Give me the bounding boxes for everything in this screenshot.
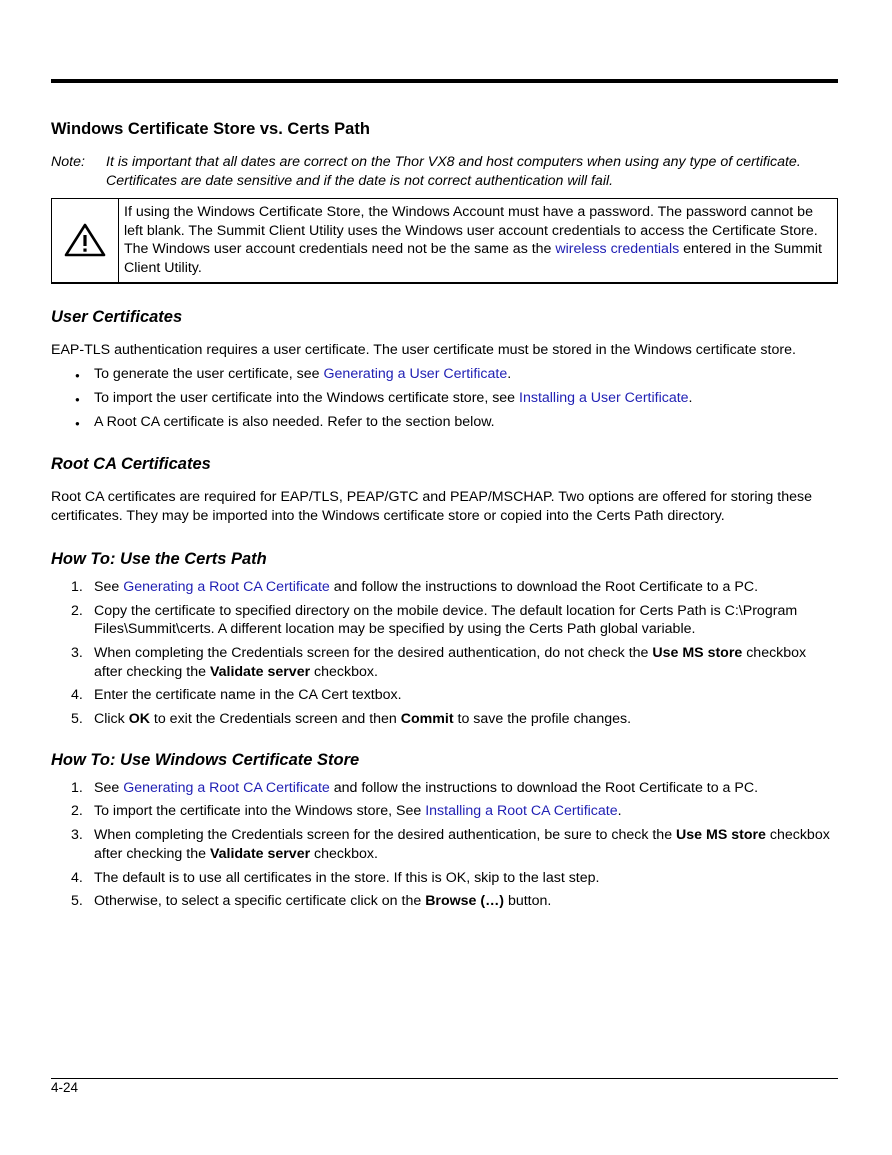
- installing-user-certificate-link[interactable]: Installing a User Certificate: [519, 389, 689, 406]
- step-item: [51, 602, 838, 639]
- step-number: 3.: [71, 644, 83, 661]
- ui-term: Validate server: [209, 845, 311, 862]
- user-certificates-heading: User Certificates: [51, 307, 183, 326]
- page-content: [51, 118, 838, 911]
- step-text: [94, 826, 838, 863]
- step-text-part: See: [94, 779, 124, 796]
- step-item: [51, 686, 838, 705]
- note-text: It is important that all dates are correct on the Thor VX8 and host computers when using any type of certificate. Certificates are date sensitive and if the date is not correct authentication will fail.: [106, 154, 801, 189]
- step-text-part: When completing the Credentials screen for the desired authentication, do not check the: [94, 644, 653, 661]
- step-text-part: Enter the certificate name in the CA Cert textbox.: [94, 687, 402, 704]
- step-text-part: checkbox.: [310, 663, 378, 680]
- step-text-part: button.: [504, 893, 552, 910]
- step-item: [51, 869, 838, 888]
- footer-rule: [51, 1078, 838, 1079]
- step-number: 5.: [71, 711, 83, 728]
- step-text-part: and follow the instructions to download the Root Certificate to a PC.: [329, 779, 759, 796]
- step-number: 1.: [71, 779, 83, 796]
- user-certificates-list: [51, 365, 838, 432]
- ui-term: Commit: [400, 711, 454, 728]
- root-ca-heading: Root CA Certificates: [51, 454, 211, 473]
- step-text: [94, 602, 838, 639]
- step-text-part: Copy the certificate to specified directory on the mobile device. The default location for Certs Path is C:\Program Files\Summit\certs. A different location may be specified by using the Certs Path global variable.: [94, 602, 798, 638]
- step-link[interactable]: Generating a Root CA Certificate: [123, 578, 330, 595]
- step-item: [51, 802, 838, 821]
- step-item: [51, 892, 838, 911]
- step-text-part: .: [617, 803, 622, 820]
- generating-user-certificate-link[interactable]: Generating a User Certificate: [323, 365, 508, 382]
- step-text: [94, 892, 838, 911]
- step-text-part: and follow the instructions to download the Root Certificate to a PC.: [329, 578, 759, 595]
- step-text-part: See: [94, 578, 124, 595]
- howto-windows-store-steps: [51, 779, 838, 911]
- howto-windows-store-heading: How To: Use Windows Certificate Store: [51, 750, 360, 769]
- section-title: Windows Certificate Store vs. Certs Path: [51, 120, 370, 138]
- wireless-credentials-link[interactable]: wireless credentials: [555, 241, 680, 258]
- step-text-part: to exit the Credentials screen and then: [149, 711, 401, 728]
- list-item: [51, 389, 838, 408]
- step-number: 3.: [71, 827, 83, 844]
- step-text-part: Otherwise, to select a specific certificate click on the: [94, 893, 426, 910]
- howto-certs-path-steps: [51, 578, 838, 729]
- ui-term: Validate server: [209, 663, 311, 680]
- step-text: [94, 644, 838, 681]
- list-item: [51, 365, 838, 384]
- step-number: 1.: [71, 578, 83, 595]
- root-ca-intro: Root CA certificates are required for EAP/TLS, PEAP/GTC and PEAP/MSCHAP. Two options are offered for storing these certificates. They may be imported into the Windows certificate store or copied into the Certs Path directory.: [51, 488, 812, 524]
- step-number: 4.: [71, 687, 83, 704]
- list-item-text: .: [507, 365, 512, 382]
- caution-box: [51, 198, 838, 284]
- ui-term: OK: [128, 711, 150, 728]
- step-text: [94, 686, 838, 705]
- step-text: [94, 710, 838, 729]
- ui-term: Use MS store: [652, 644, 743, 661]
- step-text-part: checkbox after checking the: [94, 644, 807, 680]
- step-text: [94, 779, 838, 798]
- step-item: [51, 779, 838, 798]
- step-text-part: checkbox after checking the: [94, 827, 830, 862]
- howto-certs-path-heading: How To: Use the Certs Path: [51, 549, 267, 568]
- caution-text-part: If using the Windows Certificate Store, the Windows Account must have a password. The password cannot be left blank. The Summit Client Utility uses the Windows user account credentials to access the Certificate Store. The Windows user account credentials need not be the same as the: [124, 204, 818, 258]
- step-text-part: checkbox.: [310, 845, 378, 862]
- list-item-text: To generate the user certificate, see: [94, 365, 324, 382]
- warning-triangle-icon: [52, 199, 119, 282]
- step-item: [51, 710, 838, 729]
- caution-text-part: entered in the Summit Client Utility.: [124, 241, 822, 277]
- ui-term: Browse (…): [425, 893, 505, 910]
- step-number: 2.: [71, 602, 83, 619]
- step-item: [51, 578, 838, 597]
- user-certificates-intro: EAP-TLS authentication requires a user certificate. The user certificate must be stored in the Windows certificate store.: [51, 341, 796, 358]
- step-item: [51, 826, 838, 863]
- caution-text: [119, 199, 837, 282]
- note-block: [51, 153, 838, 191]
- ui-term: Use MS store: [676, 827, 766, 844]
- step-link[interactable]: Generating a Root CA Certificate: [123, 779, 330, 796]
- step-number: 2.: [71, 803, 83, 820]
- step-text: [94, 578, 838, 597]
- list-item-text: A Root CA certificate is also needed. Refer to the section below.: [94, 413, 495, 430]
- page-number: 4-24: [51, 1080, 79, 1095]
- step-text: [94, 869, 838, 888]
- step-text: [94, 802, 838, 821]
- list-item-text: To import the user certificate into the Windows certificate store, see: [94, 389, 520, 406]
- step-number: 4.: [71, 869, 83, 886]
- step-text-part: Click: [94, 711, 129, 728]
- step-text-part: to save the profile changes.: [453, 711, 632, 728]
- step-text-part: To import the certificate into the Windows store, See: [94, 803, 426, 820]
- header-rule: [51, 79, 838, 83]
- step-text-part: When completing the Credentials screen for the desired authentication, be sure to check the: [94, 827, 677, 844]
- step-number: 5.: [71, 893, 83, 910]
- step-text-part: The default is to use all certificates in the store. If this is OK, skip to the last step.: [94, 869, 600, 886]
- list-item: [51, 413, 838, 432]
- list-item-text: .: [688, 389, 693, 406]
- step-item: [51, 644, 838, 681]
- note-label: Note:: [51, 154, 85, 170]
- step-link[interactable]: Installing a Root CA Certificate: [425, 803, 618, 820]
